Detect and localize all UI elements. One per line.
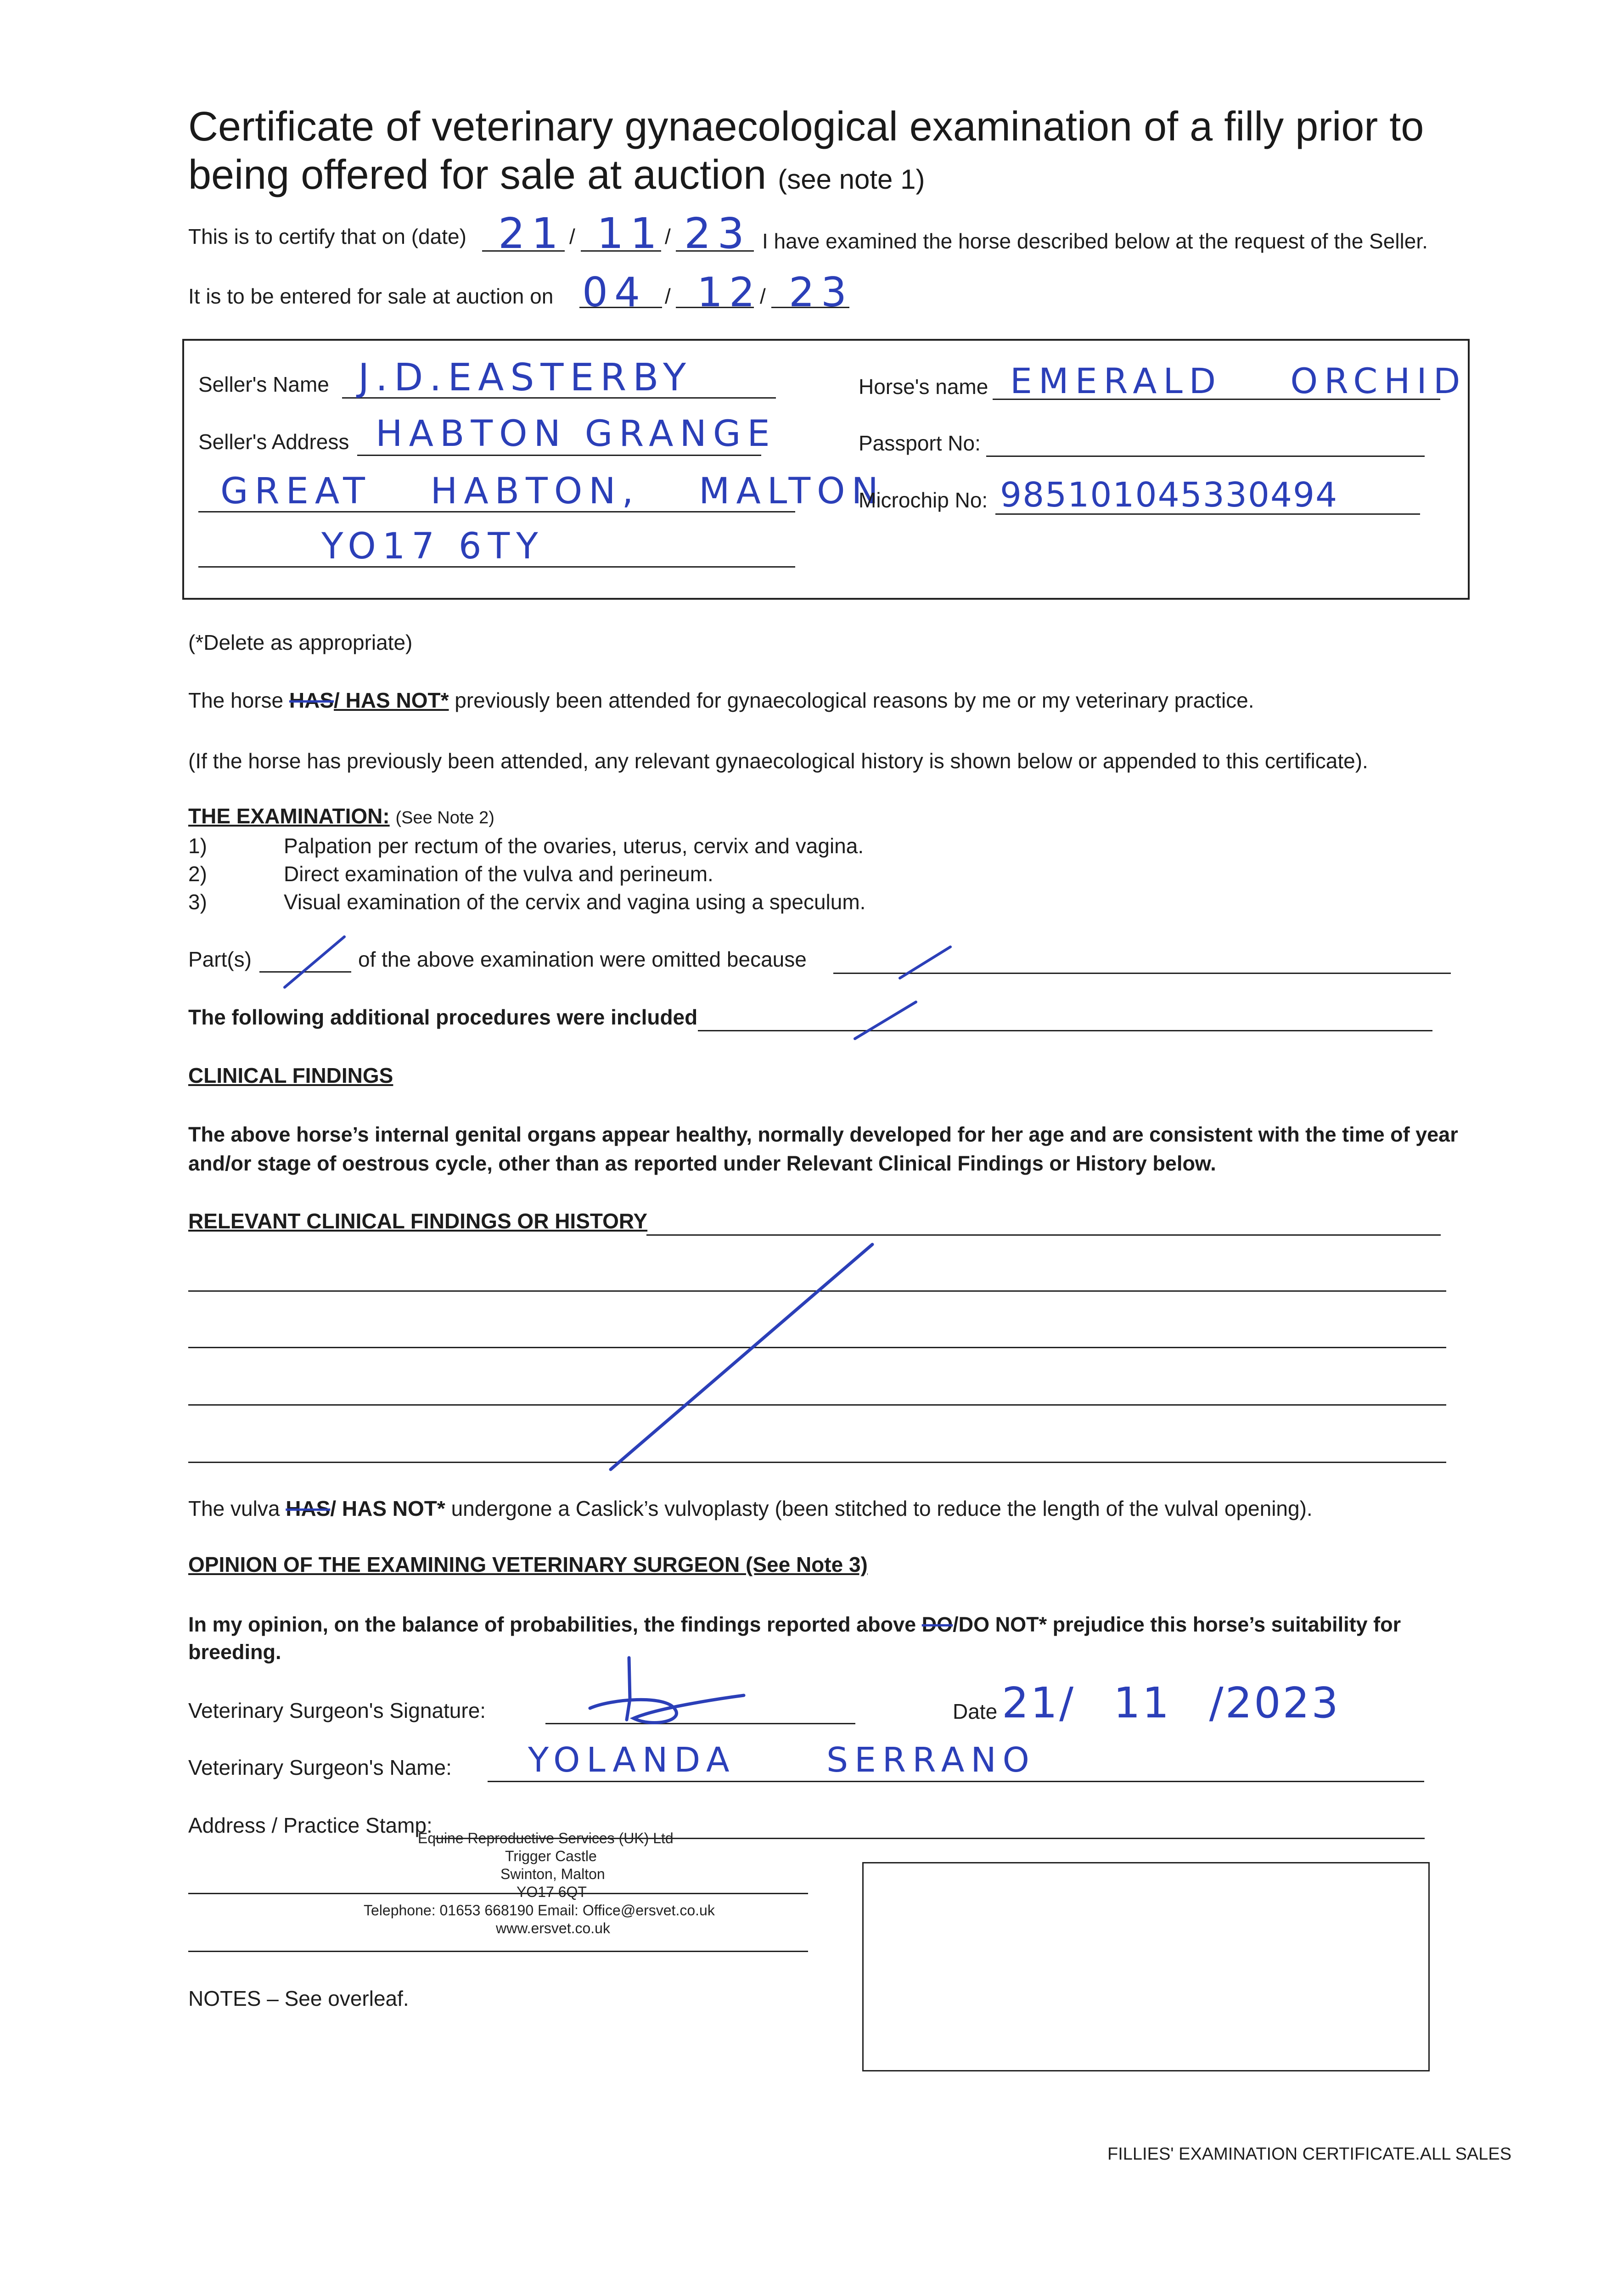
seller-name-value: J.D.EASTERBY	[358, 356, 693, 400]
date-separator: /	[665, 225, 671, 248]
exam-date-day: 21	[498, 209, 565, 258]
vulva-has-not: / HAS NOT*	[330, 1497, 445, 1520]
exam-item-1-text: Palpation per rectum of the ovaries, uterus, cervix and vagina.	[284, 834, 864, 858]
auction-year: 23	[789, 269, 853, 316]
horse-name-label: Horse's name	[859, 375, 988, 399]
stamp-line4: YO17 6QT	[517, 1884, 587, 1900]
auction-day: 04	[582, 269, 646, 316]
date-separator: /	[665, 284, 671, 308]
signature-date-value: 21/ 11 /2023	[1002, 1678, 1340, 1728]
exam-item-2-num: 2)	[188, 862, 207, 886]
omitted-label: of the above examination were omitted because	[358, 947, 807, 971]
date-separator: /	[569, 225, 575, 248]
additional-procedures-label: The following additional procedures were included	[188, 1005, 698, 1029]
title-note: (see note 1)	[778, 164, 925, 195]
certify-suffix: I have examined the horse described below at the request of the Seller.	[762, 229, 1428, 253]
stamp-line5: Telephone: 01653 668190 Email: Office@ersvet.co.uk	[364, 1902, 715, 1919]
vulva-prefix: The vulva	[188, 1497, 280, 1520]
notes-overleaf: NOTES – See overleaf.	[188, 1986, 409, 2010]
signature-label: Veterinary Surgeon's Signature:	[188, 1699, 486, 1722]
surgeon-name-label: Veterinary Surgeon's Name:	[188, 1756, 452, 1779]
stamp-line6: www.ersvet.co.uk	[496, 1920, 610, 1936]
omitted-slash-mark	[900, 947, 950, 978]
title-line2-text: being offered for sale at auction	[188, 152, 767, 198]
horse-name-value: EMERALD ORCHID	[1010, 360, 1467, 401]
exam-item-3-text: Visual examination of the cervix and vagina using a speculum.	[284, 890, 866, 914]
auction-prefix: It is to be entered for sale at auction on	[188, 284, 554, 308]
relevant-findings-heading: RELEVANT CLINICAL FINDINGS OR HISTORY	[188, 1209, 648, 1233]
clinical-findings-heading: CLINICAL FINDINGS	[188, 1064, 393, 1087]
seller-name-label: Seller's Name	[198, 372, 329, 396]
attended-has-not: / HAS NOT*	[334, 688, 449, 712]
opinion-rest: /DO NOT* prejudice this horse’s suitability for	[953, 1613, 1401, 1636]
examination-heading-text: THE EXAMINATION:	[188, 804, 390, 828]
exam-item-2-text: Direct examination of the vulva and perineum.	[284, 862, 713, 886]
microchip-label: Microchip No:	[859, 488, 988, 512]
attended-has-struck: HAS	[289, 688, 334, 712]
attended-suffix: previously been attended for gynaecological reasons by me or my veterinary practice.	[455, 688, 1254, 712]
vulva-has-struck: HAS	[286, 1497, 331, 1520]
microchip-value: 985101045330494	[1000, 475, 1338, 515]
seller-address-line3: YO17 6TY	[321, 526, 545, 567]
opinion-line2: breeding.	[188, 1640, 281, 1664]
certificate-title-line1: Certificate of veterinary gynaecological examination of a filly prior to	[188, 104, 1424, 150]
parts-label: Part(s)	[188, 947, 252, 971]
signature-date-label: Date	[953, 1699, 998, 1723]
surgeon-name-value: YOLANDA SERRANO	[528, 1740, 1036, 1780]
clinical-statement-line1: The above horse’s internal genital organs appear healthy, normally developed for her age and are consistent with the time of year	[188, 1123, 1458, 1146]
seller-address-label: Seller's Address	[198, 430, 349, 454]
exam-item-1-num: 1)	[188, 834, 207, 858]
attended-prefix: The horse	[188, 688, 284, 712]
seller-address-line1: HABTON GRANGE	[376, 413, 776, 455]
history-note: (If the horse has previously been attended, any relevant gynaecological history is shown below or appended to this certificate).	[188, 749, 1368, 773]
findings-diagonal-mark	[611, 1244, 872, 1469]
exam-item-3-num: 3)	[188, 890, 207, 914]
certify-prefix: This is to certify that on (date)	[188, 225, 466, 248]
opinion-do-struck: DO	[921, 1613, 953, 1636]
passport-label: Passport No:	[859, 431, 981, 455]
exam-date-month: 11	[597, 209, 664, 258]
clinical-statement-line2: and/or stage of oestrous cycle, other than as reported under Relevant Clinical Findings or History below.	[188, 1152, 1216, 1175]
seller-address-line2: GREAT HABTON, MALTON	[220, 471, 885, 512]
examination-heading-note: (See Note 2)	[395, 808, 494, 827]
stamp-line3: Swinton, Malton	[500, 1866, 605, 1882]
vulva-suffix: undergone a Caslick’s vulvoplasty (been stitched to reduce the length of the vulval opening).	[451, 1497, 1313, 1520]
exam-date-year: 23	[684, 209, 751, 258]
signature-scribble-mark	[590, 1658, 744, 1722]
delete-note: (*Delete as appropriate)	[188, 630, 413, 654]
parts-slash-mark	[285, 937, 344, 987]
footer-label: FILLIES' EXAMINATION CERTIFICATE.ALL SALES	[1107, 2144, 1512, 2164]
date-separator: /	[760, 284, 766, 308]
opinion-prefix: In my opinion, on the balance of probabilities, the findings reported above	[188, 1613, 916, 1636]
additional-slash-mark	[855, 1002, 916, 1039]
opinion-heading: OPINION OF THE EXAMINING VETERINARY SURGEON (See Note 3)	[188, 1553, 868, 1576]
stamp-line1: Equine Reproductive Services (UK) Ltd	[418, 1830, 674, 1846]
auction-month: 12	[697, 269, 761, 316]
address-stamp-label: Address / Practice Stamp:	[188, 1813, 432, 1837]
stamp-line2: Trigger Castle	[505, 1848, 597, 1864]
